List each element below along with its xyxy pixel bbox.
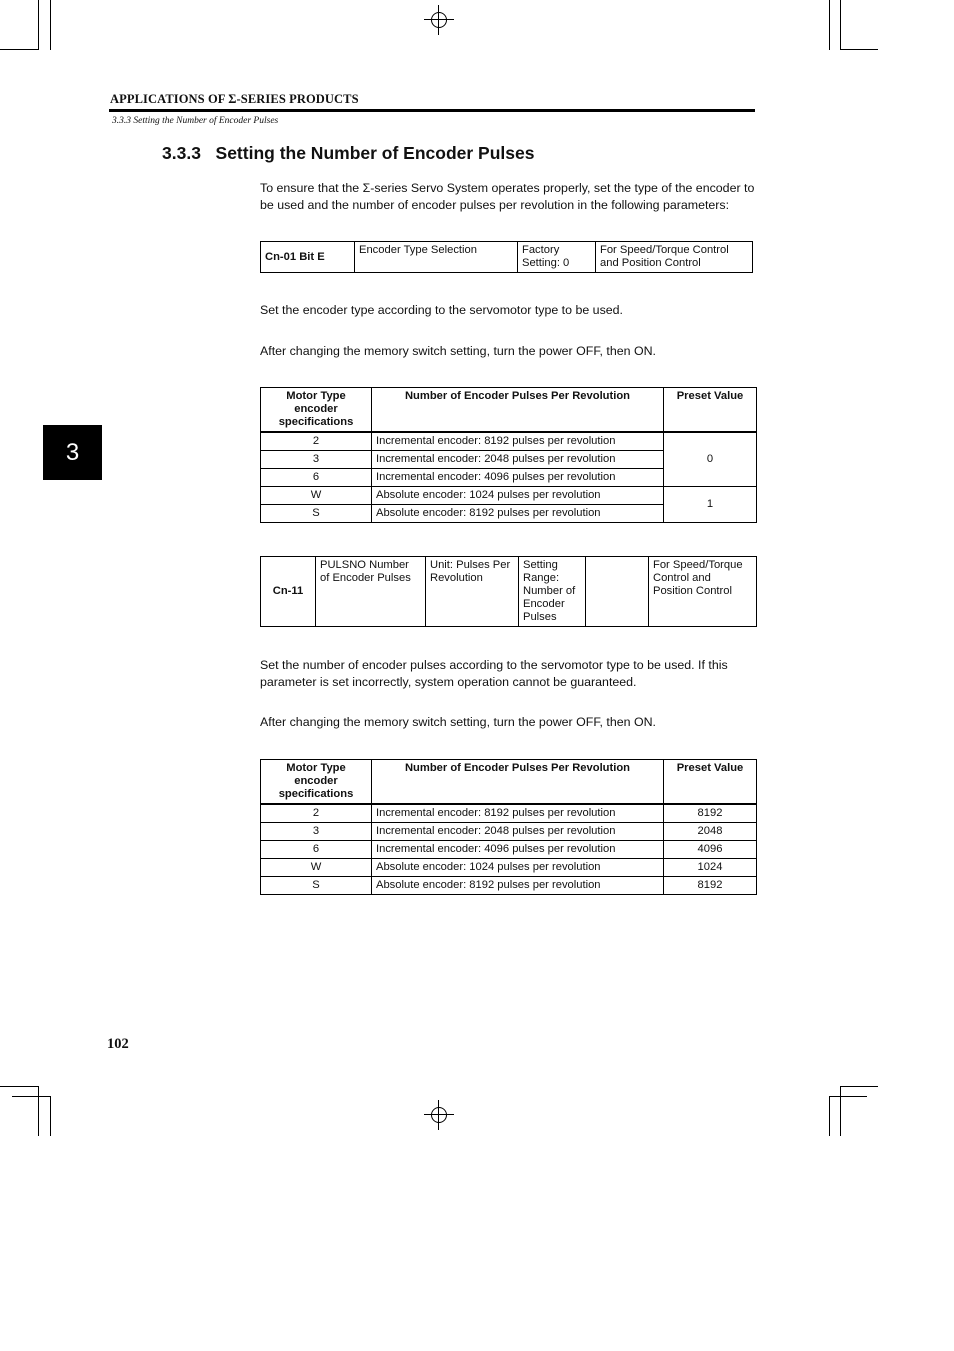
registration-mark-top (424, 5, 454, 35)
param-code: Cn-01 Bit E (261, 242, 355, 273)
power-cycle-note-1: After changing the memory switch setting, turn the power OFF, then ON. (260, 344, 656, 358)
pulses-cell: Incremental encoder: 8192 pulses per revolution (372, 804, 664, 823)
motor-type-cell: 6 (261, 841, 372, 859)
pulses-cell: Absolute encoder: 1024 pulses per revolution (372, 487, 664, 505)
registration-mark-bottom (424, 1100, 454, 1130)
preset-cell: 1024 (664, 859, 757, 877)
motor-type-cell: W (261, 487, 372, 505)
sub-head: 3.3.3 Setting the Number of Encoder Pulses (112, 116, 279, 126)
preset-cell: 2048 (664, 823, 757, 841)
preset-cell: 4096 (664, 841, 757, 859)
motor-type-cell: 2 (261, 432, 372, 451)
pulses-cell: Incremental encoder: 2048 pulses per revolution (372, 451, 664, 469)
param-control-mode: For Speed/Torque Control and Position Control (649, 557, 757, 627)
table-header-row (261, 388, 757, 433)
chapter-tab: 3 (43, 425, 102, 480)
param-unit: Unit: Pulses Per Revolution (426, 557, 519, 627)
pulses-cell: Incremental encoder: 2048 pulses per revolution (372, 823, 664, 841)
pulses-cell: Incremental encoder: 8192 pulses per revolution (372, 432, 664, 451)
power-cycle-note-2: After changing the memory switch setting, turn the power OFF, then ON. (260, 715, 656, 729)
pulses-cell: Absolute encoder: 8192 pulses per revolution (372, 877, 664, 895)
param-cn11-table (260, 556, 757, 627)
param-name: PULSNO Number of Encoder Pulses (316, 557, 426, 627)
encoder-type-paragraph: Set the encoder type according to the servomotor type to be used. (260, 303, 623, 317)
param-control-mode: For Speed/Torque Control and Position Control (596, 242, 753, 273)
param-name: Encoder Type Selection (355, 242, 518, 273)
encoder-type-table (260, 387, 757, 523)
motor-type-cell: W (261, 859, 372, 877)
table-row (261, 859, 757, 877)
intro-paragraph: To ensure that the Σ-series Servo System operates properly, set the type of the encoder to be used and the number of encoder pulses per revolution in the following parameters: (260, 181, 755, 212)
col-header-preset: Preset Value (664, 388, 757, 433)
page-number: 102 (107, 1036, 129, 1052)
preset-cell: 8192 (664, 804, 757, 823)
col-header-motor-type: Motor Type encoder specifications (261, 760, 372, 805)
table-row (261, 487, 757, 505)
section-number: 3.3.3 (162, 143, 201, 163)
motor-type-cell: S (261, 505, 372, 523)
table-row (261, 432, 757, 451)
motor-type-cell: 3 (261, 451, 372, 469)
motor-type-cell: 3 (261, 823, 372, 841)
param-code: Cn-11 (261, 557, 316, 627)
col-header-motor-type: Motor Type encoder specifications (261, 388, 372, 433)
col-header-preset: Preset Value (664, 760, 757, 805)
pulses-cell: Incremental encoder: 4096 pulses per revolution (372, 841, 664, 859)
preset-cell: 1 (664, 487, 757, 523)
section-title (162, 143, 534, 164)
pulses-cell: Incremental encoder: 4096 pulses per revolution (372, 469, 664, 487)
col-header-pulses: Number of Encoder Pulses Per Revolution (372, 388, 664, 433)
table-row (261, 804, 757, 823)
param-factory-setting: Factory Setting: 0 (518, 242, 596, 273)
motor-type-cell: 2 (261, 804, 372, 823)
running-head: APPLICATIONS OF Σ-SERIES PRODUCTS (110, 92, 359, 106)
motor-type-cell: S (261, 877, 372, 895)
pulses-cell: Absolute encoder: 1024 pulses per revolution (372, 859, 664, 877)
table-header-row (261, 760, 757, 805)
table-row (261, 841, 757, 859)
section-title-text: Setting the Number of Encoder Pulses (215, 143, 535, 163)
param-blank-cell (586, 557, 649, 627)
param-setting-range: Setting Range: Number of Encoder Pulses (519, 557, 586, 627)
motor-type-cell: 6 (261, 469, 372, 487)
header-rule (109, 109, 755, 112)
table-row (261, 877, 757, 895)
table-row (261, 823, 757, 841)
pulses-paragraph: Set the number of encoder pulses according to the servomotor type to be used. If this parameter is set incorrectly, system operation cannot be guaranteed. (260, 658, 728, 689)
preset-cell: 8192 (664, 877, 757, 895)
encoder-pulses-table (260, 759, 757, 895)
col-header-pulses: Number of Encoder Pulses Per Revolution (372, 760, 664, 805)
preset-cell: 0 (664, 432, 757, 487)
pulses-cell: Absolute encoder: 8192 pulses per revolution (372, 505, 664, 523)
param-cn01-table (260, 241, 753, 273)
